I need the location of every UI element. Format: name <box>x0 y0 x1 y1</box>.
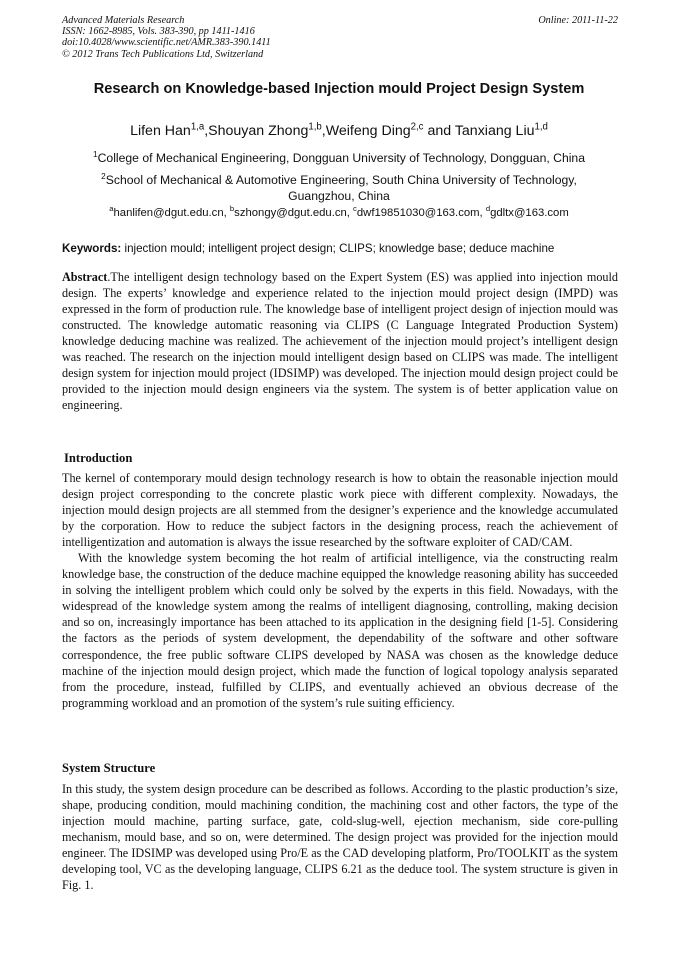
section-heading-introduction: Introduction <box>64 451 133 465</box>
paragraph: In this study, the system design procedure can be described as follows. According to the plastic production’s size, shape, producing condition, mould machining condition, the machining cost and other factors, the type of the injection mould machine, parting surface, gate, cold-slug-well, ejection mechanism, side core-pulling mechanism, mould base, and so on, were determined. The design project was provided for the injection mould engineer. The IDSIMP was developed using Pro/E as the CAD developing platform, Pro/TOOLKIT as the system developing tool, VC as the developing language, CLIPS 6.21 as the deduce tool. The system structure is given in Fig. 1. <box>62 782 618 893</box>
paper-title: Research on Knowledge-based Injection mould Project Design System <box>93 81 585 97</box>
abstract-label: Abstract <box>62 270 108 284</box>
section-heading-system-structure: System Structure <box>62 761 156 775</box>
affiliation: $^2$School of Mechanical & Automotive Engineering, South China University of Technology, Guangzhou, China <box>101 170 577 203</box>
paragraph: The kernel of contemporary mould design technology research is how to obtain the reasonable injection mould design project corresponding to the concrete plastic work piece with different complexity. Nowadays, the injection mould design projects are all stemmed from the designer’s experience and the knowledge accumulated by the corporation. How to reduce the subject factors in the designing process, reach the achievement of intelligentization and automation is always the issue researched by the software exploiter of CAD/CAM. <box>62 471 618 550</box>
introduction-body <box>62 470 618 711</box>
doi-line: doi:10.4028/www.scientific.net/AMR.383-390.1411 <box>62 37 271 49</box>
author-list <box>40 123 638 139</box>
keywords-label: Keywords: <box>62 242 122 255</box>
journal-header <box>62 15 618 60</box>
author: Shouyan Zhong$^{1,b}$, <box>208 121 326 139</box>
author: Tanxiang Liu$^{1,d}$ <box>454 121 548 139</box>
keywords <box>62 242 618 255</box>
paragraph: With the knowledge system becoming the hot realm of artificial intelligence, via the constructing realm knowledge base, the construction of the deduce machine equipped the knowledge reasoning ability has succeeded in solving the intelligent problem which could only be solved by the experts in this field. Nowadays, with the widespread of the knowledge system among the realms of intelligent diagnosing, controlling, making decision and so on, increasingly importance has been attached to its application in the designing field [1-5]. Considering the factors as the periods of system development, the dependability of the software and other software correspondence, the free public software CLIPS developed by NASA was chosen as the knowledge deduce machine of the injection mould design project, which made the function of logical topology analysis separated from the procedure, instead, fulfilled by CLIPS, and eventually achieved an obvious decrease of the programming workload and an promotion of the system’s rule suiting efficiency. <box>62 551 618 710</box>
author: Weifeng Ding$^{2,c}$ and <box>325 121 455 139</box>
journal-name: Advanced Materials Research <box>62 15 185 26</box>
affiliation: $^1$College of Mechanical Engineering, Dongguan University of Technology, Dongguan, China <box>93 148 585 165</box>
system-structure-body <box>62 781 618 893</box>
online-date: Online: 2011-11-22 <box>538 15 618 26</box>
keywords-text: injection mould; intelligent project design; CLIPS; knowledge base; deduce machine <box>121 242 555 255</box>
abstract-text: .The intelligent design technology based on the Expert System (ES) was applied into injection mould design. The experts’ knowledge and experience related to the injection mould project design (IMPD) was expressed in the form of production rule. The knowledge base of intelligent project design of injection mould was constructed. The knowledge automatic reasoning via CLIPS (C Language Integrated Production System) knowledge deducing machine was realized. The achievement of the injection mould project’s intelligent design was reached. The research on the injection mould intelligent design based on CLIPS was made. The intelligent design system for injection mould project (IDSIMP) was developed. The injection mould design project could be provided to the injection mould design engineers via the system. The system is of better application value on engineering. <box>62 270 618 413</box>
abstract <box>62 269 618 413</box>
copyright-line: © 2012 Trans Tech Publications Ltd, Switzerland <box>62 48 264 60</box>
author-emails: $^a$hanlifen@dgut.edu.cn, $^b$szhongy@dgut.edu.cn, $^c$dwf19851030@163.com, $^d$gdltx@163.com <box>109 204 569 219</box>
author: Lifen Han$^{1,a}$, <box>130 121 209 139</box>
issn-line: ISSN: 1662-8985, Vols. 383-390, pp 1411-1416 <box>62 26 255 38</box>
